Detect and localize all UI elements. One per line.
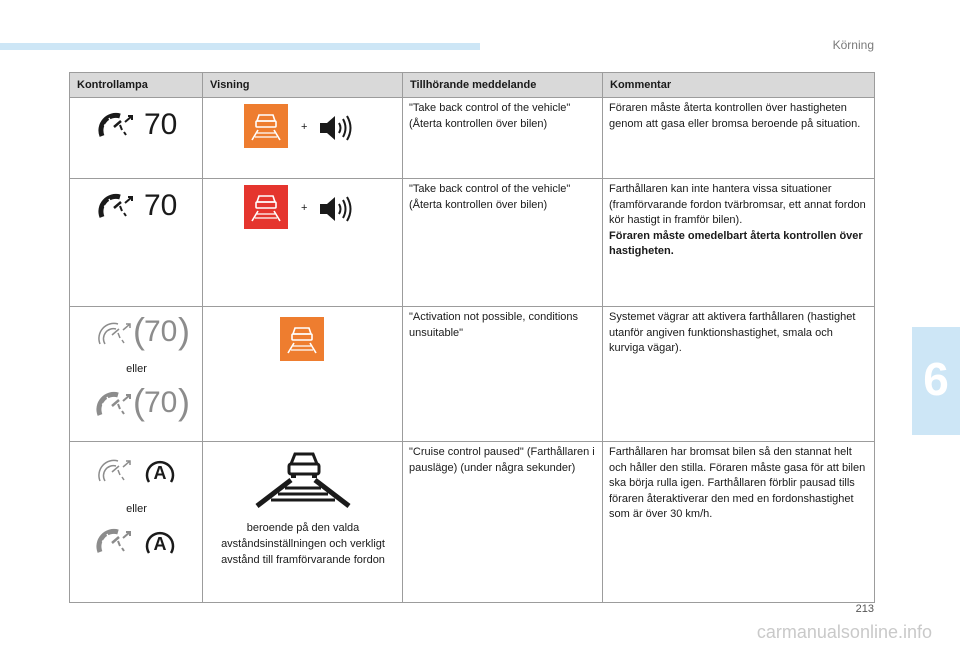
table-header-row: [70, 73, 875, 98]
message-cell: "Take back control of the vehicle" (Återta kontrollen över bilen): [403, 179, 603, 307]
paren-left: (: [133, 381, 145, 422]
comment-cell: Farthållaren har bromsat bilen så den stannat helt och håller den stilla. Föraren måste gasa för att bilen ska börja rulla igen. Farthållaren förblir pausad tills föraren återaktiverar den med en fordonshastighet som är över 30 km/h.: [603, 442, 875, 603]
display-cell: [203, 179, 403, 307]
vehicle-ahead-alert-icon: [244, 185, 288, 229]
comment-cell: Föraren måste återta kontrollen över hastigheten genom att gasa eller bromsa beroende på situation.: [603, 98, 875, 179]
display-cell: [203, 442, 403, 603]
chapter-number: 6: [923, 353, 949, 405]
speed-value: 70: [144, 315, 178, 348]
vehicle-ahead-warning-icon: [280, 317, 324, 361]
table-row: [70, 98, 875, 179]
cruise-control-outline-icon: [98, 458, 132, 484]
column-header-visning: Visning: [203, 73, 403, 98]
speaker-icon: [319, 196, 353, 222]
cruise-control-icon: [100, 194, 134, 220]
table-row: [70, 179, 875, 307]
letter-a: A: [153, 463, 167, 483]
table-row: [70, 307, 875, 442]
lamp-cell: [70, 307, 203, 442]
lamp-cell: [70, 442, 203, 603]
page-number: 213: [855, 603, 874, 615]
column-header-kommentar: Kommentar: [603, 73, 875, 98]
cruise-control-icon: [100, 113, 134, 139]
speed-value: 70: [144, 386, 178, 419]
paren-right: ): [178, 381, 190, 422]
letter-a-circle-icon: [143, 527, 177, 557]
header-accent-bar: [0, 43, 480, 50]
comment-emphasis: Föraren måste omedelbart återta kontrollen över hastigheten.: [609, 229, 863, 258]
speed-value: 70: [144, 108, 178, 141]
comment-cell: [603, 179, 875, 307]
paren-right: ): [178, 310, 190, 351]
letter-a-circle-icon: [143, 456, 177, 486]
or-label: eller: [126, 363, 147, 375]
plus-sign: +: [301, 202, 308, 214]
column-header-kontrollampa: Kontrollampa: [70, 73, 203, 98]
plus-sign: +: [301, 121, 308, 133]
letter-a: A: [153, 534, 167, 554]
column-header-meddelande: Tillhörande meddelande: [403, 73, 603, 98]
lamp-cell: [70, 98, 203, 179]
display-cell: [203, 307, 403, 442]
comment-cell: Systemet vägrar att aktivera farthållaren (hastighet utanför angiven funktionshastighet, smala och kurviga vägar).: [603, 307, 875, 442]
speaker-icon: [319, 115, 353, 141]
vehicle-ahead-warning-icon: [244, 104, 288, 148]
speed-value: 70: [144, 189, 178, 222]
warning-lamp-table: [69, 72, 875, 603]
vehicle-distance-icon: [255, 452, 351, 510]
comment-text: Farthållaren kan inte hantera vissa situationer (framförvarande fordon tvärbromsar, ett annat fordon kör hastigt in framför bilen).: [609, 183, 866, 227]
table-row: [70, 442, 875, 603]
paren-left: (: [133, 310, 145, 351]
cruise-control-gray-icon: [98, 392, 132, 418]
chapter-title: Körning: [832, 38, 874, 52]
message-cell: "Cruise control paused" (Farthållaren i pausläge) (under några sekunder): [403, 442, 603, 603]
lamp-cell: [70, 179, 203, 307]
display-note: beroende på den valda avståndsinställningen och verkligt avstånd till framförvarande fordon: [221, 522, 385, 566]
cruise-control-outline-icon: [98, 321, 132, 347]
message-cell: "Take back control of the vehicle" (Återta kontrollen över bilen): [403, 98, 603, 179]
display-cell: [203, 98, 403, 179]
or-label: eller: [126, 503, 147, 515]
message-cell: "Activation not possible, conditions unsuitable": [403, 307, 603, 442]
watermark: carmanualsonline.info: [756, 622, 932, 642]
cruise-control-gray-icon: [98, 529, 132, 555]
